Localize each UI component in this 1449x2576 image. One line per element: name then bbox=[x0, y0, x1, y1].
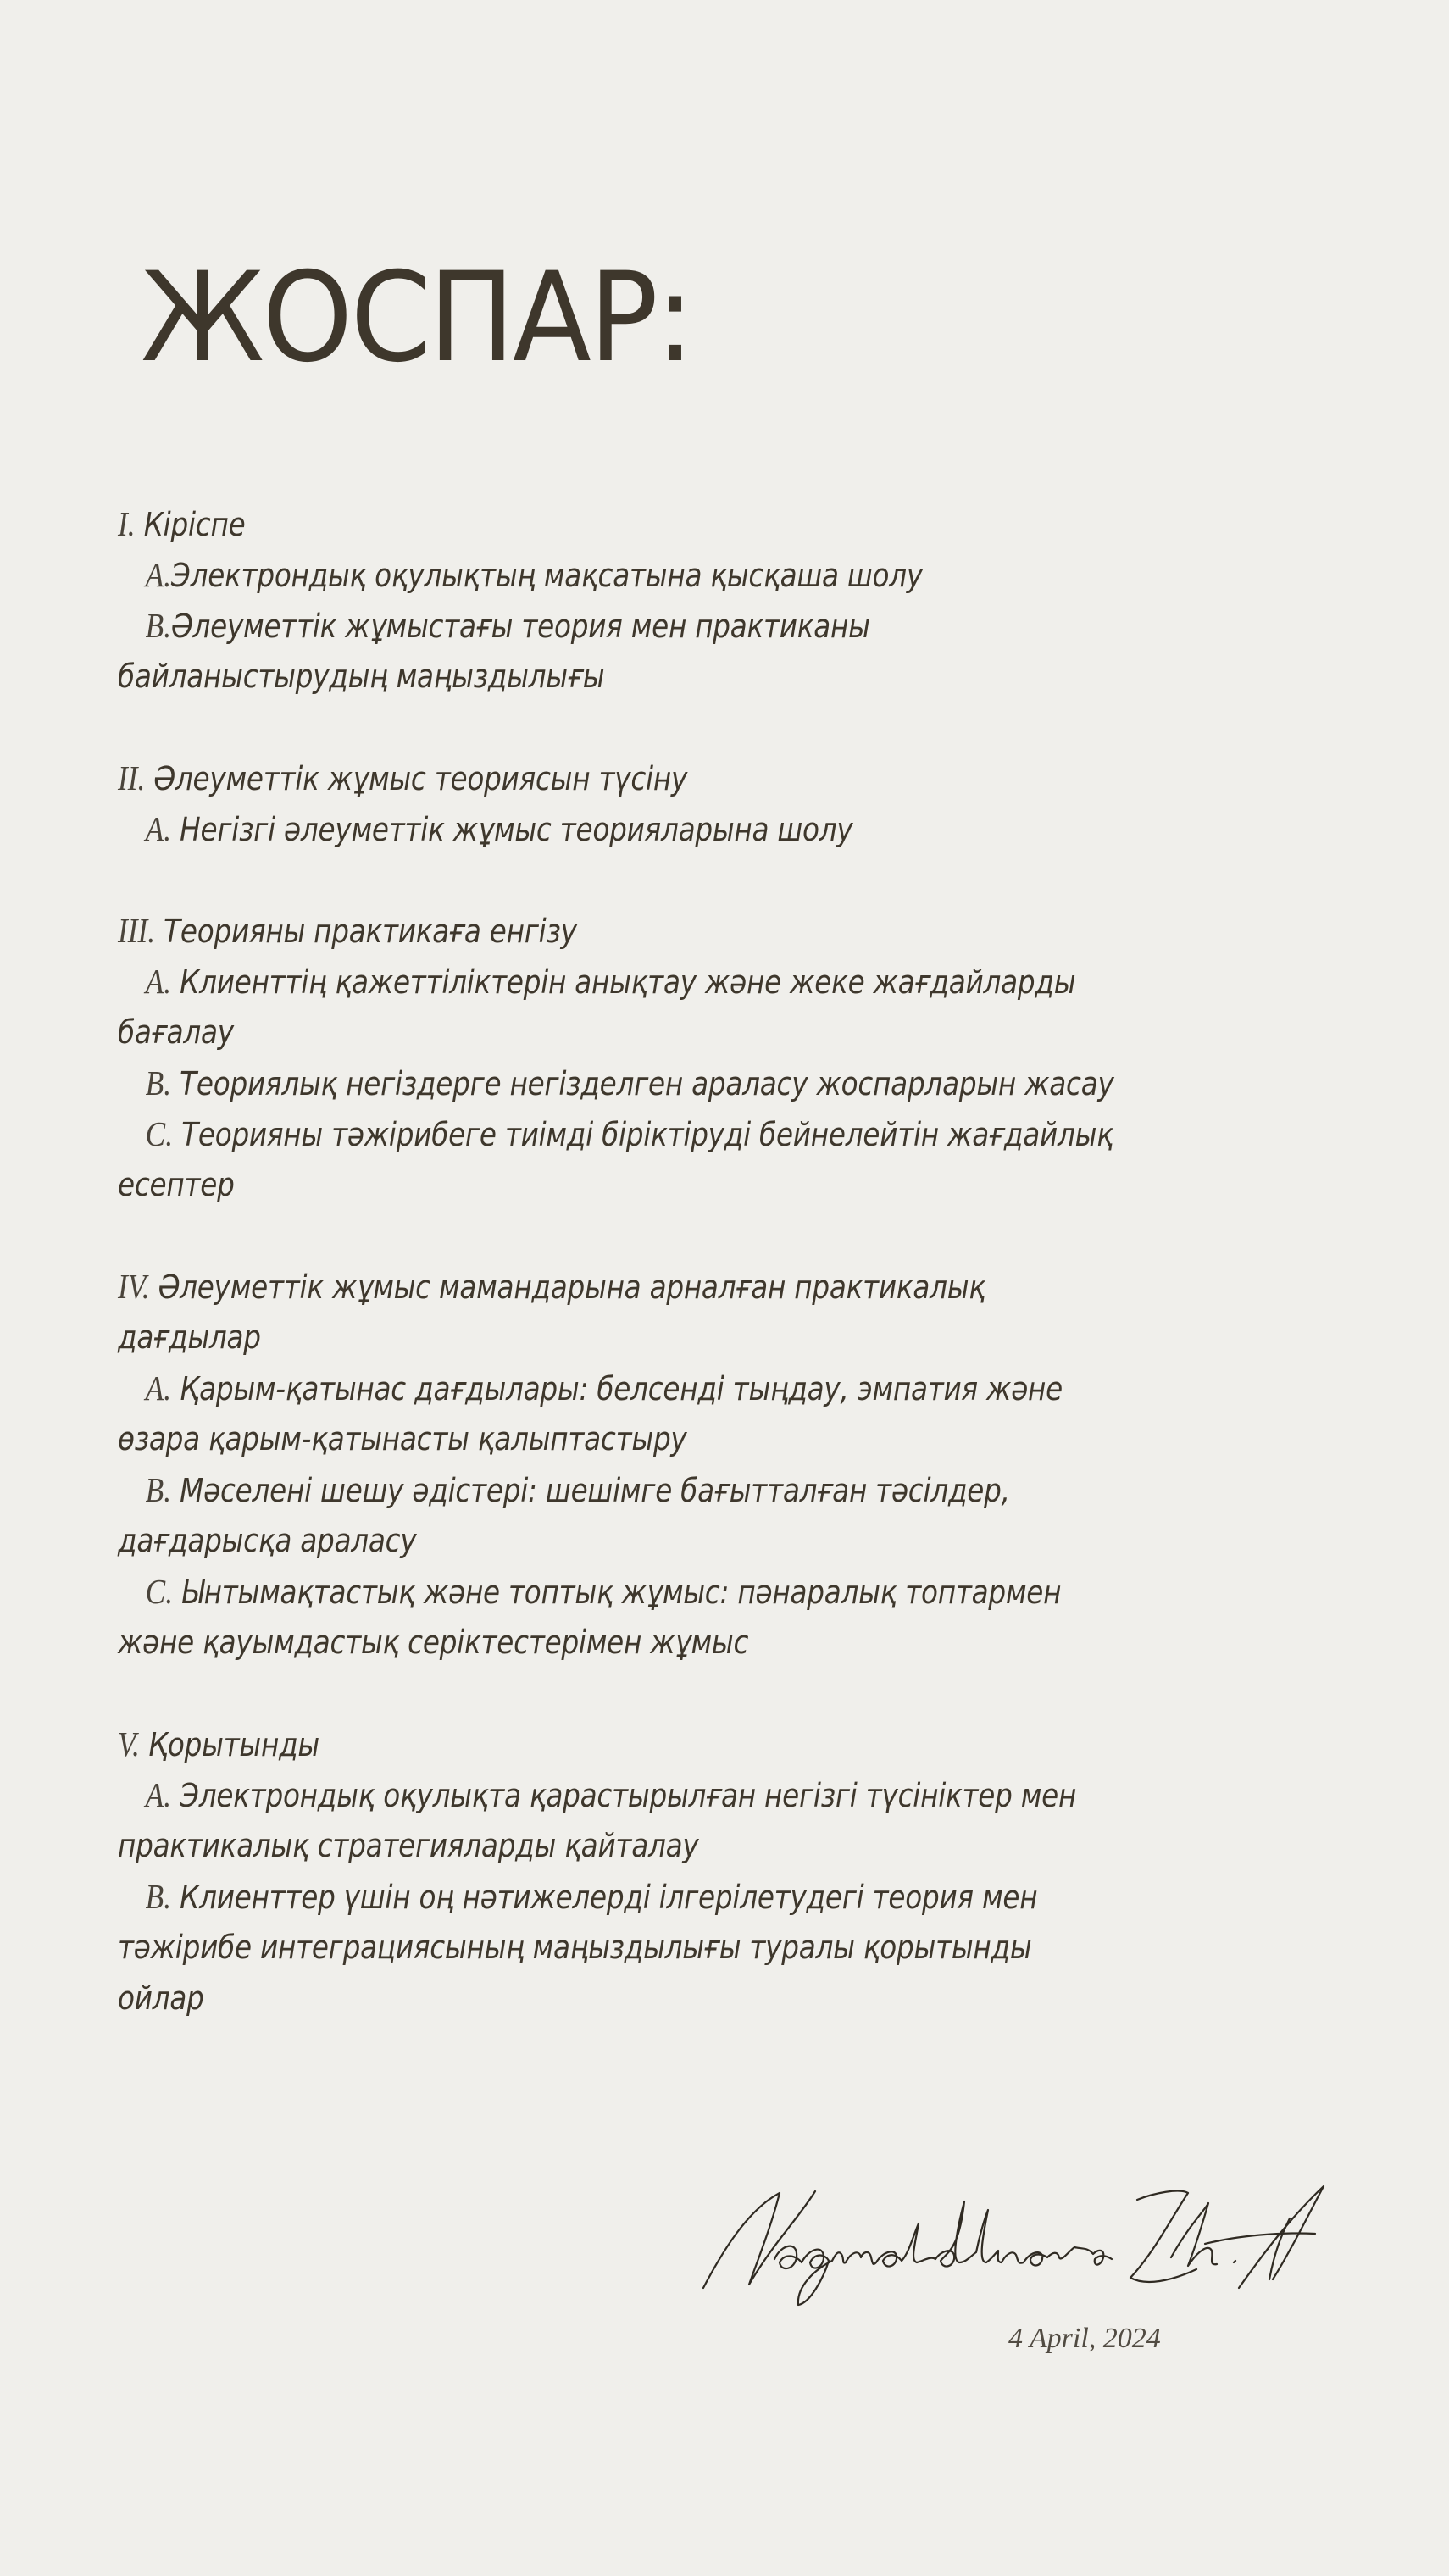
page-title: ЖОСПАР: bbox=[141, 246, 693, 390]
outline-item: B. Теориялық негіздерге негізделген араласу жоспарларын жасау bbox=[145, 1063, 1114, 1102]
section-spacer bbox=[118, 854, 1196, 905]
handwritten-signature-icon bbox=[697, 2185, 1341, 2312]
section-heading: I. Кіріспе bbox=[118, 504, 246, 543]
section-heading: II. Әлеуметтік жұмыс теориясын түсіну bbox=[118, 758, 688, 797]
outline-list bbox=[118, 498, 1372, 2024]
outline-item-continuation: тәжірибе интеграциясының маңыздылығы туралы қорытынды bbox=[118, 1929, 1032, 1966]
outline-item-continuation: дағдарысқа араласу bbox=[118, 1522, 417, 1559]
outline-item: B. Клиенттер үшін оң нәтижелерді ілгерілетудегі теория мен bbox=[145, 1877, 1038, 1916]
outline-item-continuation: және қауымдастық серіктестерімен жұмыс bbox=[118, 1624, 749, 1661]
outline-item: C. Теорияны тәжірибеге тиімді біріктіруді бейнелейтін жағдайлық bbox=[145, 1114, 1113, 1153]
outline-item: B.Әлеуметтік жұмыстағы теория мен практиканы bbox=[145, 606, 870, 645]
outline-item-continuation: бағалау bbox=[118, 1013, 234, 1051]
signature-date: 4 April, 2024 bbox=[1008, 2323, 1161, 2354]
signature bbox=[697, 2185, 1341, 2312]
outline-item: A. Электрондық оқулықта қарастырылған негізгі түсініктер мен bbox=[145, 1775, 1077, 1814]
section-heading: V. Қорытынды bbox=[118, 1724, 319, 1763]
outline-item: A. Клиенттің қажеттіліктерін анықтау және жеке жағдайларды bbox=[145, 962, 1076, 1001]
outline-item: A.Электрондық оқулықтың мақсатына қысқаша шолу bbox=[145, 555, 923, 594]
outline-item-continuation: есептер bbox=[118, 1166, 235, 1203]
section-spacer bbox=[118, 702, 1196, 752]
outline-item-continuation: ойлар bbox=[118, 1979, 204, 2017]
section-spacer bbox=[118, 1668, 1196, 1718]
outline-item-continuation: практикалық стратегияларды қайталау bbox=[118, 1827, 699, 1864]
outline-item: A. Негізгі әлеуметтік жұмыс теорияларына шолу bbox=[145, 809, 853, 848]
outline-item: A. Қарым-қатынас дағдылары: белсенді тыңдау, эмпатия және bbox=[145, 1368, 1063, 1407]
section-heading: IV. Әлеуметтік жұмыс мамандарына арналған практикалық bbox=[118, 1267, 985, 1306]
section-heading-continuation: дағдылар bbox=[118, 1319, 261, 1356]
section-spacer bbox=[118, 1210, 1196, 1261]
section-heading: III. Теорияны практикаға енгізу bbox=[118, 911, 577, 950]
outline-item-continuation: өзара қарым-қатынасты қалыптастыру bbox=[118, 1420, 687, 1457]
outline-item-continuation: байланыстырудың маңыздылығы bbox=[118, 658, 605, 695]
outline-item: C. Ынтымақтастық және топтық жұмыс: пәнаралық топтармен bbox=[145, 1572, 1062, 1611]
outline-item: B. Мәселені шешу әдістері: шешімге бағытталған тәсілдер, bbox=[145, 1470, 1010, 1509]
